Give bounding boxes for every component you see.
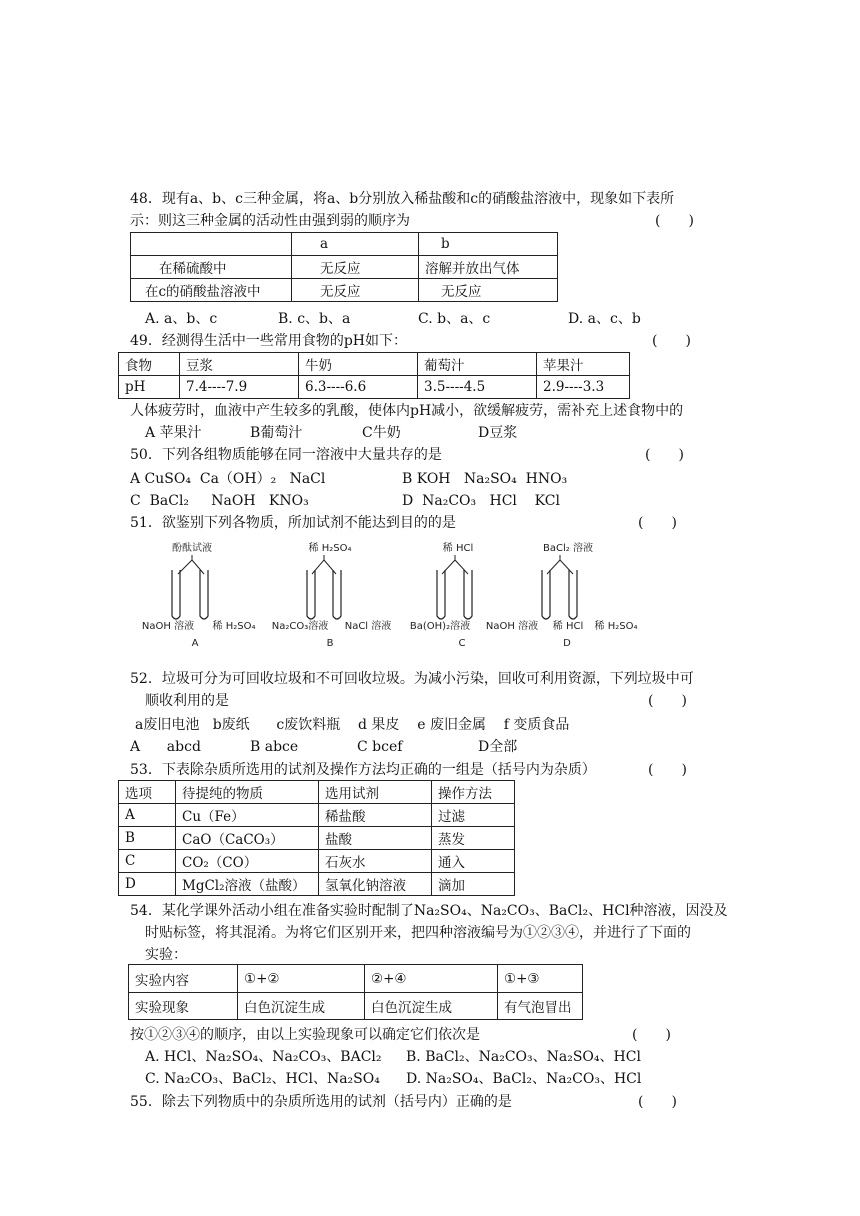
q49-cell: pH	[119, 376, 180, 399]
q49-cell: 食物	[119, 353, 180, 376]
q49-table	[118, 352, 630, 399]
q52-option-b: B abce	[250, 739, 299, 755]
q51-group-b	[272, 541, 392, 649]
q48-option-b: B. c、b、a	[278, 311, 351, 327]
q52-answer-paren: ( )	[648, 693, 687, 709]
q54-cell: ①+②	[238, 965, 365, 993]
q54-line1: 54．某化学课外活动小组在准备实验时配制了Na₂SO₄、Na₂CO₃、BaCl₂、HCl种溶液，因没及	[130, 903, 728, 919]
q54-option-c: C. Na₂CO₃、BaCl₂、HCl、Na₂SO₄	[145, 1071, 380, 1087]
q49-cell: 苹果汁	[537, 353, 630, 376]
q48-cell: b	[419, 233, 558, 256]
q50-option-d: D Na₂CO₃ HCl KCl	[402, 493, 560, 509]
q53-cell: 待提纯的物质	[176, 781, 319, 804]
q54-cell: ②+④	[365, 965, 498, 993]
q51-b-letter: B	[326, 638, 334, 649]
q48-cell	[131, 233, 292, 256]
q53-line1: 53．下表除杂质所选用的试剂及操作方法均正确的一组是（括号内为杂质）	[130, 762, 596, 778]
q50-answer-paren: ( )	[645, 447, 684, 463]
q51-b-right: NaCl 溶液	[344, 621, 392, 632]
q54-answer-paren: ( )	[632, 1027, 671, 1043]
q48-cell: 无反应	[292, 256, 419, 279]
q50-option-a: A CuSO₄ Ca（OH）₂ NaCl	[130, 471, 326, 487]
q54-line4: 按①②③④的顺序，由以上实验现象可以确定它们依次是	[130, 1027, 480, 1043]
q53-cell: Cu（Fe）	[176, 804, 319, 827]
q48-cell: 在c的硝酸盐溶液中	[131, 279, 292, 302]
q54-option-a: A. HCl、Na₂SO₄、Na₂CO₃、BACl₂	[145, 1049, 382, 1065]
q48-cell: 无反应	[292, 279, 419, 302]
q53-cell: MgCl₂溶液（盐酸）	[176, 873, 319, 896]
q54-option-b: B. BaCl₂、Na₂CO₃、Na₂SO₄、HCl	[406, 1049, 641, 1065]
q53-cell: A	[119, 804, 176, 827]
q53-cell: CaO（CaCO₃）	[176, 827, 319, 850]
q52-option-c: C bcef	[357, 739, 403, 755]
q52-line2: 顺收利用的是	[145, 693, 229, 709]
q52-items: a废旧电池 b废纸 c废饮料瓶 d 果皮 e 废旧金属 f 变质食品	[135, 717, 570, 733]
q54-table	[128, 964, 583, 1020]
q53-cell: B	[119, 827, 176, 850]
q49-cell: 豆浆	[180, 353, 299, 376]
q48-option-a: A. a、b、c	[145, 311, 218, 327]
q54-cell: 白色沉淀生成	[365, 993, 498, 1020]
q51-a-letter: A	[191, 638, 199, 649]
q51-group-c	[410, 541, 538, 649]
q53-cell: CO₂（CO）	[176, 850, 319, 873]
q51-c-letter: C	[458, 638, 466, 649]
q53-answer-paren: ( )	[648, 762, 687, 778]
q53-cell: 石灰水	[319, 850, 432, 873]
q49-line2: 人体疲劳时，血液中产生较多的乳酸，使体内pH减小，欲缓解疲劳，需补充上述食物中的	[130, 403, 684, 419]
q54-cell: 白色沉淀生成	[238, 993, 365, 1020]
q49-cell: 葡萄汁	[418, 353, 537, 376]
q53-cell: 盐酸	[319, 827, 432, 850]
q49-cell: 3.5----4.5	[418, 376, 537, 399]
q53-cell: 操作方法	[432, 781, 515, 804]
q54-cell: ①+③	[498, 965, 583, 993]
q48-option-d: D. a、c、b	[568, 311, 641, 327]
q48-cell: a	[292, 233, 419, 256]
q54-option-d: D. Na₂SO₄、BaCl₂、Na₂CO₃、HCl	[406, 1071, 642, 1087]
q51-c-right: NaOH 溶液	[485, 621, 539, 632]
q51-test-tube-figure	[140, 538, 650, 653]
q50-option-b: B KOH Na₂SO₄ HNO₃	[402, 471, 568, 487]
q51-d-right: 稀 H₂SO₄	[594, 621, 638, 632]
q49-option-d: D豆浆	[478, 425, 518, 441]
q49-cell: 6.3----6.6	[299, 376, 418, 399]
q53-cell: 通入	[432, 850, 515, 873]
q54-cell: 实验内容	[129, 965, 238, 993]
q48-line2: 示：则这三种金属的活动性由强到弱的顺序为	[130, 213, 410, 229]
q49-option-a: A 苹果汁	[145, 425, 202, 441]
q49-option-b: B葡萄汁	[250, 425, 303, 441]
q52-option-a: A abcd	[130, 739, 201, 755]
q50-option-c: C BaCl₂ NaOH KNO₃	[130, 493, 309, 509]
q55-line1: 55．除去下列物质中的杂质所选用的试剂（括号内）正确的是	[130, 1094, 512, 1110]
q53-cell: 稀盐酸	[319, 804, 432, 827]
q49-line1: 49．经测得生活中一些常用食物的pH如下：	[130, 333, 407, 349]
q53-cell: 选用试剂	[319, 781, 432, 804]
q48-cell: 溶解并放出气体	[419, 256, 558, 279]
q53-table	[118, 780, 515, 896]
q51-c-left: Ba(OH)₂溶液	[409, 621, 471, 632]
q50-line1: 50．下列各组物质能够在同一溶液中大量共存的是	[130, 447, 442, 463]
q51-a-right: 稀 H₂SO₄	[212, 621, 256, 632]
q53-cell: C	[119, 850, 176, 873]
q53-cell: D	[119, 873, 176, 896]
q51-a-reagent: 酚酞试液	[172, 543, 212, 554]
q48-table	[130, 232, 558, 302]
q48-answer-paren: ( )	[655, 213, 694, 229]
q52-line1: 52．垃圾可分为可回收垃圾和不可回收垃圾。为减小污染，回收可利用资源，下列垃圾中可	[130, 671, 694, 687]
q54-cell: 实验现象	[129, 993, 238, 1020]
q51-c-reagent: 稀 HCl	[442, 543, 474, 554]
q51-b-left: Na₂CO₃溶液	[271, 621, 329, 632]
q54-line2: 时贴标签，将其混淆。为将它们区别开来，把四种溶液编号为①②③④，并进行了下面的	[145, 925, 691, 941]
q51-d-left: 稀 HCl	[552, 621, 584, 632]
q51-a-left: NaOH 溶液	[141, 621, 195, 632]
q51-d-letter: D	[563, 638, 571, 649]
q51-b-reagent: 稀 H₂SO₄	[308, 543, 352, 554]
q49-cell: 牛奶	[299, 353, 418, 376]
q49-cell: 2.9----3.3	[537, 376, 630, 399]
q51-group-a	[142, 541, 256, 649]
q53-cell: 蒸发	[432, 827, 515, 850]
q48-option-c: C. b、a、c	[418, 311, 491, 327]
q53-cell: 选项	[119, 781, 176, 804]
q53-cell: 过滤	[432, 804, 515, 827]
q55-answer-paren: ( )	[638, 1094, 677, 1110]
q53-cell: 滴加	[432, 873, 515, 896]
q54-cell: 有气泡冒出	[498, 993, 583, 1020]
q51-group-d	[542, 541, 637, 649]
q48-cell: 在稀硫酸中	[131, 256, 292, 279]
q48-line1: 48．现有a、b、c三种金属，将a、b分别放入稀盐酸和c的硝酸盐溶液中，现象如下表所	[130, 191, 675, 207]
q49-cell: 7.4----7.9	[180, 376, 299, 399]
q51-answer-paren: ( )	[638, 515, 677, 531]
q52-option-d: D全部	[478, 739, 518, 755]
q51-d-reagent: BaCl₂ 溶液	[543, 543, 593, 554]
q49-option-c: C牛奶	[362, 425, 401, 441]
q53-cell: 氢氧化钠溶液	[319, 873, 432, 896]
q49-answer-paren: ( )	[652, 333, 691, 349]
q54-line3: 实验：	[145, 947, 187, 963]
q51-line1: 51．欲鉴别下列各物质，所加试剂不能达到目的的是	[130, 515, 456, 531]
q48-cell: 无反应	[419, 279, 558, 302]
